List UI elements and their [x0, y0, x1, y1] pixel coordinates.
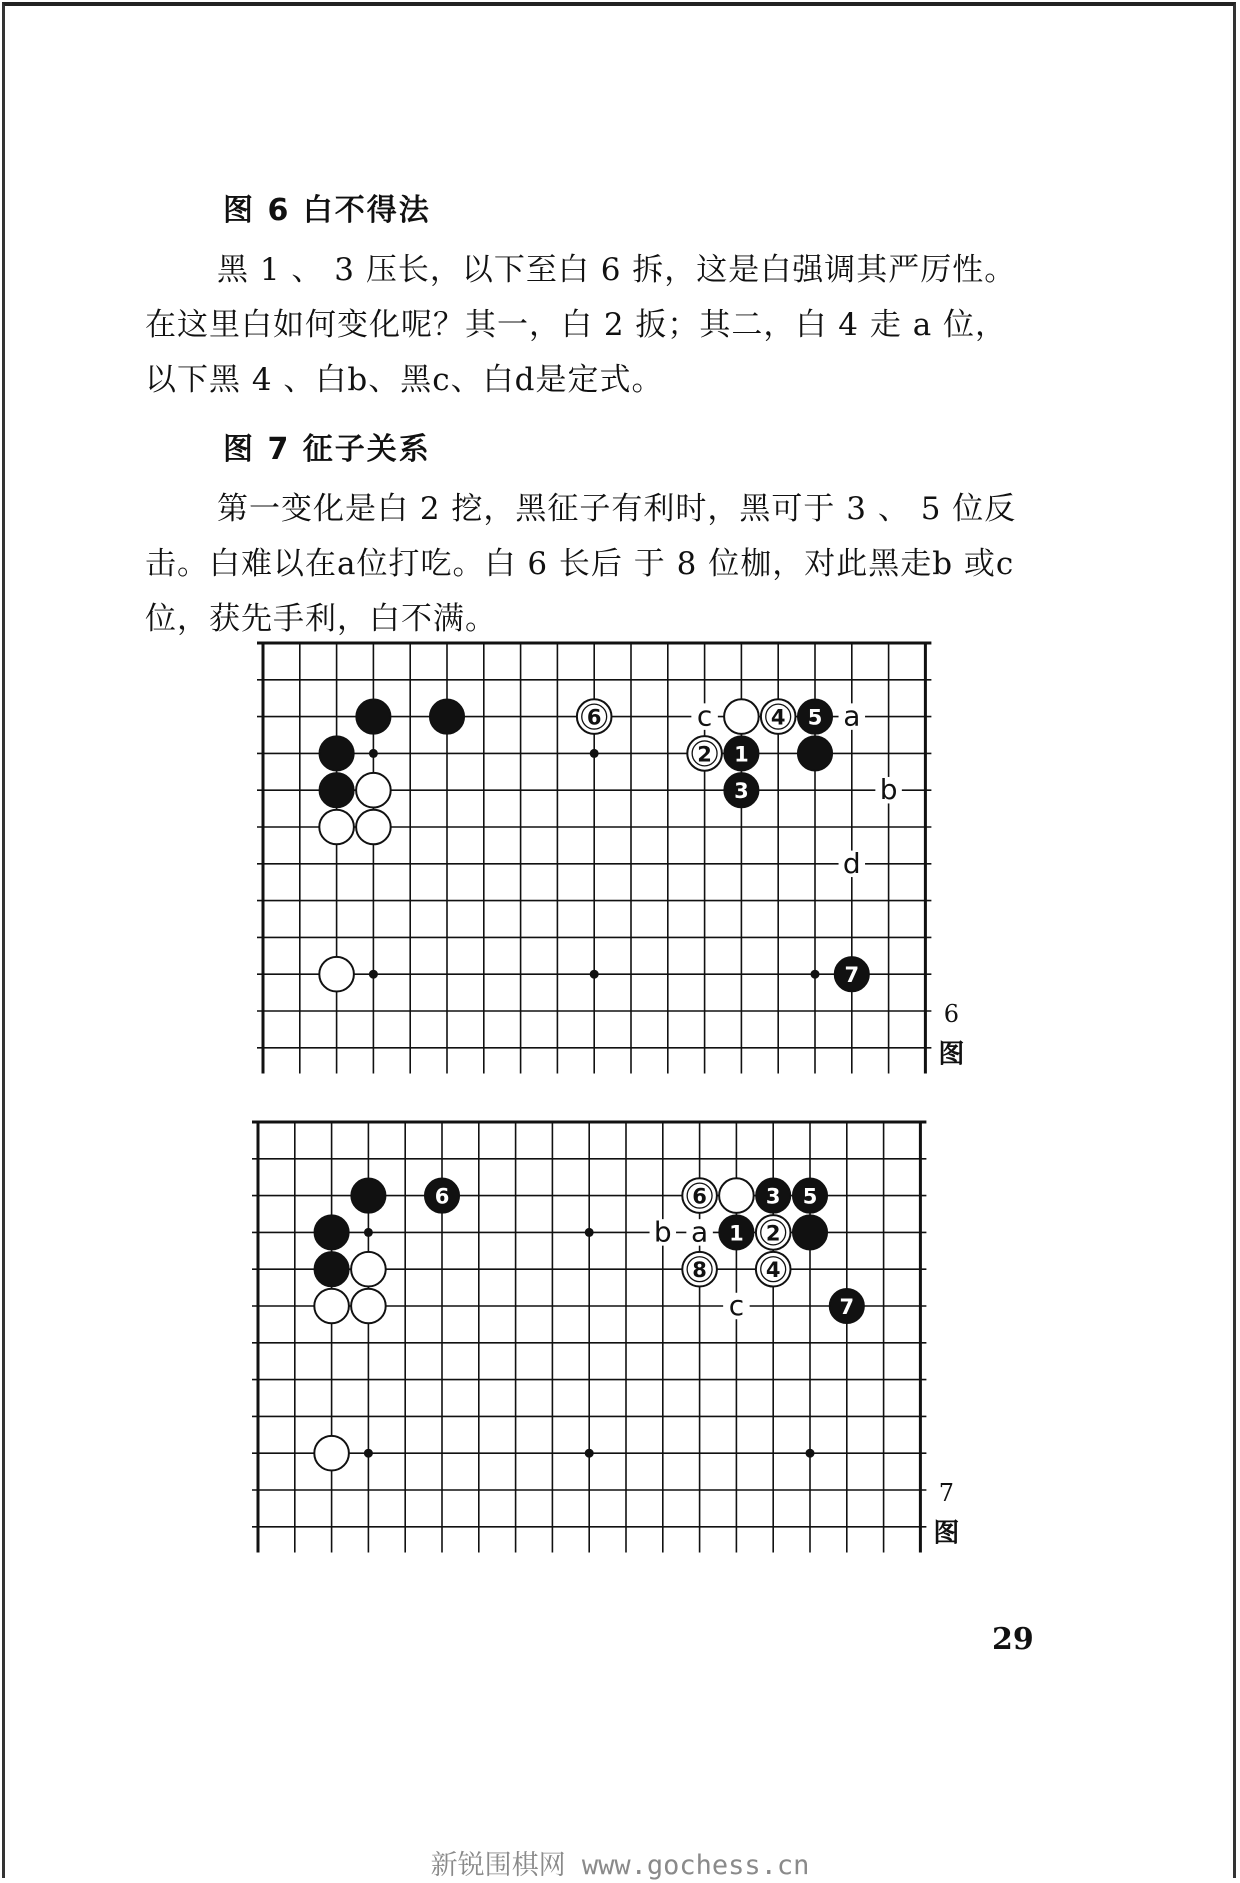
paragraph-line: 第一变化是白 2 挖，黑征子有利时，黑可于 3 、 5 位反 [217, 491, 1017, 527]
black-stone [356, 699, 391, 734]
figure-number: 6 [943, 1000, 960, 1029]
move-number-label: 8 [692, 1258, 707, 1283]
star-point [369, 970, 378, 979]
figure-caption: 图 [933, 1518, 960, 1549]
go-board-svg [250, 1118, 985, 1578]
paragraph-line: 黑 1 、 3 压长，以下至白 6 拆，这是白强调其严厉性。 [217, 252, 1017, 288]
go-board-svg [255, 645, 985, 1095]
move-number-label: 4 [770, 705, 786, 730]
white-stone [351, 1289, 386, 1324]
board-letter-label: a [843, 699, 861, 733]
board-letter-label: b [653, 1215, 672, 1249]
site-watermark: 新锐围棋网 www.gochess.cn [430, 1850, 810, 1881]
move-number-label: 3 [734, 779, 749, 804]
move-number-label: 7 [844, 963, 860, 988]
text-block [145, 185, 1085, 663]
move-number-label: 6 [692, 1184, 707, 1209]
move-number-label: 1 [734, 742, 749, 767]
white-stone [319, 810, 354, 845]
white-stone [356, 773, 391, 808]
figure-number: 7 [938, 1479, 955, 1508]
black-stone [793, 1215, 828, 1250]
black-stone [430, 699, 465, 734]
move-number-label: 6 [586, 705, 602, 730]
white-stone [314, 1289, 349, 1324]
figure-caption: 图 [938, 1039, 965, 1070]
paragraph-line: 以下黑 4 、白b、黑c、白d是定式。 [145, 362, 664, 398]
move-number-label: 2 [697, 742, 712, 767]
star-point [364, 1449, 373, 1458]
move-number-label: 5 [807, 705, 823, 730]
go-board-figure-7 [250, 1118, 985, 1578]
star-point [811, 970, 820, 979]
black-stone [351, 1178, 386, 1213]
move-number-label: 6 [434, 1184, 450, 1209]
white-stone [719, 1178, 754, 1213]
star-point [806, 1449, 815, 1458]
move-number-label: 3 [765, 1184, 781, 1209]
move-number-label: 2 [765, 1221, 781, 1246]
move-number-label: 4 [765, 1258, 781, 1283]
star-point [364, 1228, 373, 1237]
board-letter-label: b [879, 773, 898, 807]
black-stone [319, 736, 354, 771]
black-stone [798, 736, 833, 771]
page-number: 29 [992, 1622, 1034, 1657]
paragraph-line: 击。白难以在a位打吃。白 6 长后 于 8 位枷，对此黑走b 或c [145, 546, 1015, 582]
white-stone [319, 957, 354, 992]
star-point [585, 1228, 594, 1237]
white-stone [724, 699, 759, 734]
black-stone [319, 773, 354, 808]
board-letter-label: a [691, 1215, 709, 1249]
move-number-label: 1 [729, 1221, 744, 1246]
star-point [585, 1449, 594, 1458]
board-letter-label: c [728, 1289, 745, 1322]
star-point [369, 749, 378, 758]
white-stone [356, 810, 391, 845]
paragraph-line: 在这里白如何变化呢？其一，白 2 扳；其二，白 4 走 a 位， [145, 307, 1008, 343]
figure-7-paragraph [145, 482, 1085, 647]
white-stone [351, 1252, 386, 1287]
move-number-label: 5 [802, 1184, 818, 1209]
figure-6-paragraph [145, 243, 1085, 408]
figure-6-heading: 图 6 白不得法 [223, 193, 431, 228]
go-board-figure-6 [255, 645, 985, 1095]
move-number-label: 7 [839, 1295, 855, 1319]
figure-7-heading: 图 7 征子关系 [223, 432, 431, 467]
star-point [590, 749, 599, 758]
paragraph-line: 位，获先手利，白不满。 [145, 601, 497, 637]
board-letter-label: d [842, 846, 861, 880]
board-letter-label: c [696, 699, 713, 733]
star-point [590, 970, 599, 979]
black-stone [314, 1252, 349, 1287]
white-stone [314, 1436, 349, 1471]
black-stone [314, 1215, 349, 1250]
